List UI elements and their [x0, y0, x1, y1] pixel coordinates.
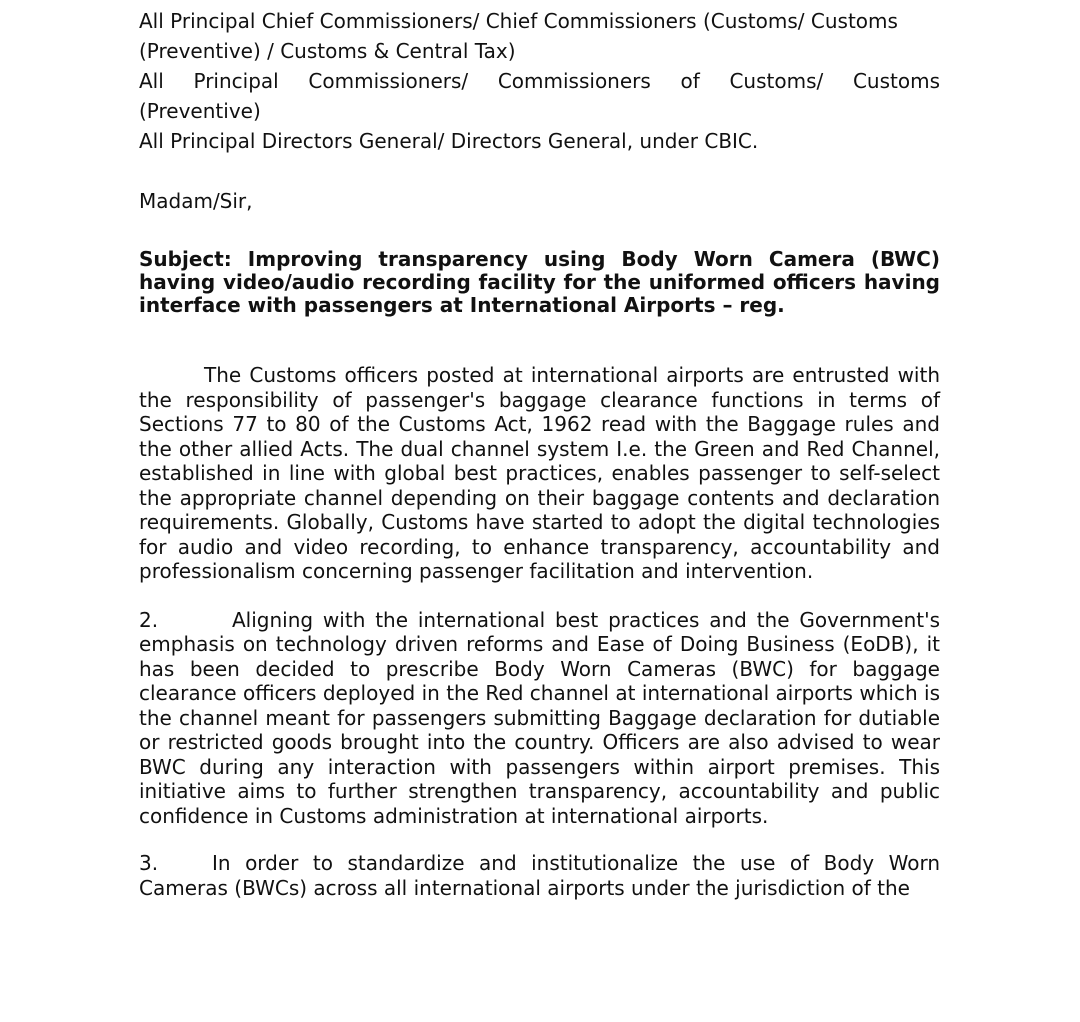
addressee-line: All Principal Commissioners/ Commissioners of Customs/ Customs [139, 69, 940, 93]
addressee-line: (Preventive) [139, 99, 261, 123]
paragraph-2 [139, 608, 940, 829]
addressee-line: All Principal Directors General/ Directors General, under CBIC. [139, 129, 759, 153]
addressee-line: (Preventive) / Customs & Central Tax) [139, 39, 516, 63]
paragraph-text: Aligning with the international best practices and the Government's emphasis on technology driven reforms and Ease of Doing Business (EoDB), it has been decided to prescribe Body Worn Cameras (BWC) for baggage clearance officers deployed in the Red channel at international airports which is the channel meant for passengers submitting Baggage declaration for dutiable or restricted goods brought into the country. Officers are also advised to wear BWC during any interaction with passengers within airport premises. This initiative aims to further strengthen transparency, accountability and public confidence in Customs administration at international airports. [139, 607, 940, 828]
addressee-block [139, 6, 940, 156]
paragraph-3 [139, 851, 940, 900]
salutation: Madam/Sir, [139, 189, 253, 213]
paragraph-text: In order to standardize and institutionalize the use of Body Worn Cameras (BWCs) across all international airports under the jurisdiction of the [139, 851, 940, 900]
paragraph-number: 2. [139, 607, 159, 632]
subject-line: Subject: Improving transparency using Body Worn Camera (BWC) having video/audio recording facility for the uniformed officers having interface with passengers at International Airports – reg. [139, 247, 940, 317]
paragraph-number: 3. [139, 851, 159, 875]
letter-page [139, 6, 940, 900]
paragraph-1: The Customs officers posted at international airports are entrusted with the responsibility of passenger's baggage clearance functions in terms of Sections 77 to 80 of the Customs Act, 1962 read with the Baggage rules and the other allied Acts. The dual channel system I.e. the Green and Red Channel, established in line with global best practices, enables passenger to self-select the appropriate channel depending on their baggage contents and declaration requirements. Globally, Customs have started to adopt the digital technologies for audio and video recording, to enhance transparency, accountability and professionalism concerning passenger facilitation and intervention. [139, 363, 940, 583]
addressee-line: All Principal Chief Commissioners/ Chief Commissioners (Customs/ Customs [139, 9, 898, 33]
